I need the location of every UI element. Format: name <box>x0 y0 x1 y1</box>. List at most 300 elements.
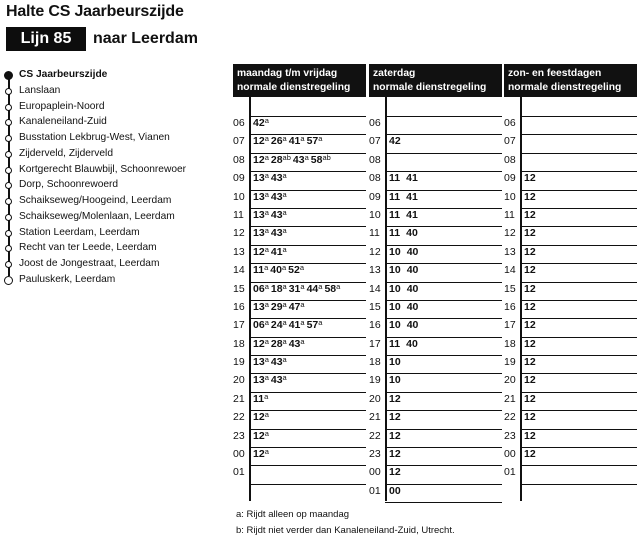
stop-dot-icon <box>5 230 12 237</box>
departure-minute: 43 <box>288 337 301 350</box>
column-schedule-label: normale dienstregeling <box>373 82 487 93</box>
departure-times <box>389 135 407 147</box>
hour-row <box>233 338 366 356</box>
footnote-marker: a <box>318 318 323 328</box>
departure-times <box>389 191 424 203</box>
hour-label: 07 <box>504 135 516 148</box>
stop-name: Schaikseweg/Hoogeind, Leerdam <box>19 195 172 206</box>
hour-label: 23 <box>233 429 245 442</box>
departure-times <box>524 264 542 276</box>
departure-minute: 06 <box>253 282 265 295</box>
hour-row <box>233 209 366 227</box>
hour-row <box>504 227 637 245</box>
hour-row <box>369 466 502 484</box>
departure-times <box>389 430 407 442</box>
stop-item <box>4 100 224 116</box>
footnote-marker: a <box>282 207 287 217</box>
hour-label: 22 <box>504 411 516 424</box>
stop-list <box>4 68 224 289</box>
footnote-marker: a <box>264 318 269 328</box>
column-day-label: zaterdag <box>373 68 416 79</box>
footnote-marker: a <box>300 134 305 144</box>
footnote-marker: a <box>282 171 287 181</box>
hour-row <box>369 191 502 209</box>
departure-times <box>253 356 289 368</box>
hour-label: 19 <box>504 356 516 369</box>
departure-minute: 40 <box>406 319 419 332</box>
departure-times <box>524 319 542 331</box>
hour-label: 13 <box>233 245 245 258</box>
hour-row <box>369 172 502 190</box>
departure-times <box>524 227 542 239</box>
stop-dot-icon <box>5 88 12 95</box>
hour-label: 18 <box>369 356 381 369</box>
hour-row <box>369 154 502 172</box>
departure-times <box>253 172 289 184</box>
hour-label: 13 <box>504 245 516 258</box>
departure-minute: 11 <box>389 337 401 350</box>
departure-minute: 12 <box>389 429 401 442</box>
stop-dot-icon <box>5 261 12 268</box>
departure-minute: 57 <box>306 135 319 148</box>
departure-minute: 40 <box>406 337 418 350</box>
hour-row <box>504 117 637 135</box>
departure-minute: 12 <box>389 466 401 479</box>
departure-minute: 10 <box>389 319 401 332</box>
departure-minute: 40 <box>406 227 418 240</box>
hour-row <box>504 356 637 374</box>
departure-times <box>524 209 542 221</box>
hour-row <box>504 319 637 337</box>
stop-item <box>4 273 224 289</box>
hour-row <box>233 191 366 209</box>
departure-times <box>389 172 424 184</box>
footnote-marker: a <box>264 428 269 438</box>
departure-minute: 11 <box>389 227 401 240</box>
hour-label: 20 <box>369 392 381 405</box>
departure-times <box>253 135 324 147</box>
stop-item <box>4 147 224 163</box>
departure-minute: 47 <box>288 300 301 313</box>
hour-label: 06 <box>504 117 516 129</box>
departure-minute: 13 <box>253 190 265 203</box>
footnote-marker: a <box>264 171 269 181</box>
hour-row <box>369 485 502 503</box>
hour-label: 08 <box>233 153 245 166</box>
hour-label: 01 <box>233 466 245 479</box>
departure-times <box>253 154 333 166</box>
hour-row <box>369 430 502 448</box>
stop-dot-icon <box>5 151 12 158</box>
departure-times <box>389 356 407 368</box>
departure-times <box>524 246 542 258</box>
footnote-marker: a <box>264 116 269 125</box>
hour-row <box>504 448 637 466</box>
departure-minute: 12 <box>524 264 536 277</box>
stop-dot-icon <box>5 119 12 126</box>
departure-minute: 31 <box>288 282 301 295</box>
departure-minute: 12 <box>253 411 265 424</box>
departure-minute: 12 <box>253 429 265 442</box>
departure-minute: 40 <box>406 245 419 258</box>
hour-row <box>233 319 366 337</box>
hour-label: 22 <box>233 411 245 424</box>
hour-label: 12 <box>369 245 381 258</box>
departure-minute: 12 <box>524 429 536 442</box>
hour-label: 07 <box>233 135 245 148</box>
departure-times <box>253 227 289 239</box>
departure-minute: 12 <box>253 135 265 148</box>
footnote-marker: a <box>264 226 269 236</box>
hour-row <box>233 172 366 190</box>
footnote-marker: a <box>304 152 309 162</box>
footnote-marker: a <box>282 336 287 346</box>
footnotes <box>236 507 455 539</box>
departure-minute: 18 <box>270 282 283 295</box>
departure-times <box>524 430 542 442</box>
departure-times <box>253 319 324 331</box>
departure-minute: 13 <box>253 300 265 313</box>
departure-minute: 13 <box>253 227 265 240</box>
departure-times <box>389 466 407 478</box>
departure-times <box>524 338 542 350</box>
departure-times <box>253 411 271 423</box>
departure-minute: 28 <box>270 337 283 350</box>
hour-row <box>504 246 637 264</box>
hour-row <box>369 135 502 153</box>
departure-minute: 12 <box>524 282 536 295</box>
departure-times <box>389 227 424 239</box>
footnote-marker: ab <box>322 152 331 162</box>
departure-times <box>389 393 407 405</box>
footnote-marker: a <box>264 410 269 420</box>
column-header <box>233 64 366 97</box>
footnote-marker: a <box>264 207 269 217</box>
departure-minute: 10 <box>389 374 401 387</box>
footnote-marker: a <box>264 152 269 162</box>
departure-minute: 12 <box>389 411 401 424</box>
footnote-marker: a <box>264 281 269 291</box>
stop-name: Recht van ter Leede, Leerdam <box>19 242 157 254</box>
hour-row <box>369 283 502 301</box>
hour-row <box>233 135 366 153</box>
departure-minute: 12 <box>524 245 536 258</box>
hour-label: 08 <box>369 153 381 166</box>
departure-minute: 13 <box>253 374 265 387</box>
hour-row <box>504 154 637 172</box>
departure-minute: 28 <box>270 153 283 166</box>
footnote-marker: a <box>282 318 287 328</box>
hour-row <box>504 264 637 282</box>
hour-row <box>369 448 502 466</box>
departure-minute: 06 <box>253 319 265 332</box>
departure-times <box>253 374 289 386</box>
hour-label: 09 <box>233 172 245 185</box>
hour-row <box>369 227 502 245</box>
departure-minute: 40 <box>270 264 282 277</box>
departure-times <box>389 374 407 386</box>
hour-row <box>369 374 502 392</box>
hour-row <box>369 301 502 319</box>
departure-times <box>524 393 542 405</box>
hour-row <box>369 209 502 227</box>
departure-minute: 12 <box>253 245 265 258</box>
stop-item <box>4 257 224 273</box>
departure-minute: 00 <box>389 484 401 497</box>
hour-label: 00 <box>233 448 245 461</box>
hour-row <box>233 301 366 319</box>
departure-minute: 57 <box>306 319 319 332</box>
hour-row <box>233 356 366 374</box>
hour-label: 08 <box>504 153 516 166</box>
hour-label: 14 <box>504 264 516 277</box>
footnote-marker: a <box>282 189 287 199</box>
departure-minute: 12 <box>524 190 536 203</box>
footnote-marker: a <box>282 226 287 236</box>
hour-row <box>369 117 502 135</box>
departure-times <box>389 448 407 460</box>
stop-dot-icon <box>5 214 12 221</box>
hour-label: 01 <box>504 466 516 479</box>
stop-name: Joost de Jongestraat, Leerdam <box>19 258 160 269</box>
departure-times <box>253 246 289 258</box>
hour-row <box>504 393 637 411</box>
timetable-column <box>504 64 637 485</box>
footnote-marker: a <box>299 263 304 273</box>
footnote-marker: a <box>264 336 269 346</box>
hour-label: 14 <box>233 264 245 277</box>
stop-name: Schaikseweg/Molenlaan, Leerdam <box>19 210 175 222</box>
hour-label: 19 <box>233 356 245 369</box>
hour-label: 11 <box>233 208 244 221</box>
timetable-column <box>369 64 502 503</box>
departure-minute: 12 <box>524 172 536 185</box>
stop-item <box>4 241 224 257</box>
stop-dot-icon <box>5 182 12 189</box>
stop-item <box>4 210 224 226</box>
hour-label: 09 <box>369 190 381 203</box>
departure-times <box>524 301 542 313</box>
footnote-marker: a <box>318 281 323 291</box>
hour-label: 16 <box>369 319 381 332</box>
hour-label: 23 <box>369 448 381 461</box>
hour-label: 17 <box>369 337 381 350</box>
hour-row <box>233 264 366 282</box>
hour-row <box>233 430 366 448</box>
departure-minute: 12 <box>524 411 536 424</box>
hour-row <box>233 246 366 264</box>
hour-label: 13 <box>369 264 381 277</box>
hour-row <box>233 154 366 172</box>
hour-row <box>504 135 637 153</box>
departure-times <box>524 356 542 368</box>
departure-minute: 42 <box>389 135 401 148</box>
departure-minute: 12 <box>389 448 401 461</box>
departure-times <box>253 191 289 203</box>
departure-minute: 43 <box>270 227 283 240</box>
departure-times <box>253 209 289 221</box>
hour-row <box>504 191 637 209</box>
hour-label: 06 <box>369 117 381 129</box>
stop-item <box>4 163 224 179</box>
stop-name: Zijderveld, Zijderveld <box>19 147 113 159</box>
hour-label: 20 <box>233 374 245 387</box>
footnote-marker: a <box>282 281 287 291</box>
departure-minute: 12 <box>524 227 536 240</box>
hour-row <box>369 393 502 411</box>
departure-minute: 12 <box>253 337 265 350</box>
departure-times <box>253 283 342 295</box>
departure-minute: 58 <box>310 153 323 166</box>
hour-row <box>233 374 366 392</box>
hour-row <box>504 338 637 356</box>
hour-row <box>369 319 502 337</box>
hour-row <box>369 246 502 264</box>
column-header <box>504 64 637 97</box>
departure-minute: 24 <box>270 319 283 332</box>
departure-times <box>253 301 307 313</box>
departure-minute: 11 <box>389 172 401 185</box>
stop-dot-icon <box>5 167 12 174</box>
departure-minute: 12 <box>253 153 265 166</box>
hour-row <box>233 411 366 429</box>
departure-minute: 52 <box>288 264 300 277</box>
departure-minute: 12 <box>524 300 536 313</box>
stop-name: Europaplein-Noord <box>19 100 105 112</box>
hour-row <box>233 117 366 135</box>
stop-item <box>4 84 224 100</box>
stop-name: CS Jaarbeurszijde <box>19 69 108 80</box>
footnote-marker: a <box>300 318 305 328</box>
stop-item <box>4 131 224 147</box>
stop-name: Lanslaan <box>19 84 61 96</box>
stop-name: Kortgerecht Blauwbijl, Schoonrewoer <box>19 163 187 175</box>
departure-minute: 10 <box>389 300 401 313</box>
departure-times <box>253 430 271 442</box>
departure-times <box>389 485 407 497</box>
departure-times <box>389 319 424 331</box>
departure-minute: 10 <box>389 282 401 295</box>
stop-name: Pauluskerk, Leerdam <box>19 273 116 285</box>
hour-row <box>233 466 366 484</box>
departure-minute: 42 <box>253 117 265 129</box>
footnote-marker: a <box>264 189 269 199</box>
departure-minute: 10 <box>389 356 401 369</box>
hour-label: 21 <box>233 392 245 405</box>
line-badge: Lijn 85 <box>6 27 86 51</box>
hour-label: 08 <box>369 172 381 185</box>
departure-minute: 40 <box>406 282 419 295</box>
departure-times <box>253 448 271 460</box>
departure-times <box>524 283 542 295</box>
footnote-marker: a <box>264 134 269 144</box>
departure-minute: 13 <box>253 208 265 221</box>
hour-label: 21 <box>369 411 381 424</box>
departure-times <box>389 338 424 350</box>
departure-minute: 13 <box>253 172 265 185</box>
departure-times <box>253 264 306 276</box>
hour-label: 15 <box>369 300 381 313</box>
departure-minute: 11 <box>253 392 265 405</box>
hour-row <box>504 466 637 484</box>
departure-minute: 41 <box>288 135 301 148</box>
hour-label: 06 <box>233 117 245 129</box>
departure-minute: 41 <box>406 172 418 185</box>
stop-name: Station Leerdam, Leerdam <box>19 226 140 238</box>
departure-minute: 12 <box>524 337 536 350</box>
departure-minute: 44 <box>306 282 319 295</box>
departure-minute: 11 <box>389 208 401 221</box>
footnote-marker: a <box>264 244 269 254</box>
departure-minute: 12 <box>524 208 536 221</box>
hour-label: 15 <box>233 282 245 295</box>
stop-dot-icon <box>5 104 12 111</box>
departure-minute: 12 <box>524 319 536 332</box>
departure-minute: 13 <box>253 356 265 369</box>
hour-label: 10 <box>233 190 245 203</box>
departure-minute: 40 <box>406 300 419 313</box>
footnote-marker: a <box>282 299 287 309</box>
footnote-marker: a <box>300 281 305 291</box>
departure-times <box>389 246 424 258</box>
departure-minute: 11 <box>253 264 265 277</box>
departure-times <box>253 117 271 129</box>
hour-label: 01 <box>369 484 381 497</box>
stop-dot-icon <box>4 71 13 80</box>
hour-label: 10 <box>369 208 381 221</box>
departure-minute: 11 <box>389 190 401 203</box>
footnote-marker: a <box>264 263 269 273</box>
departure-minute: 12 <box>389 392 401 405</box>
stop-item <box>4 68 224 84</box>
departure-minute: 12 <box>524 392 536 405</box>
stop-item <box>4 194 224 210</box>
departure-minute: 43 <box>270 172 283 185</box>
footnote-marker: a <box>282 355 287 365</box>
footnote-marker: ab <box>282 152 291 162</box>
footnote-marker: a <box>300 336 305 346</box>
hour-label: 20 <box>504 374 516 387</box>
departure-minute: 12 <box>524 356 536 369</box>
hour-row <box>369 264 502 282</box>
departure-times <box>524 172 542 184</box>
departure-minute: 10 <box>389 264 401 277</box>
column-schedule-label: normale dienstregeling <box>237 82 351 93</box>
footnote-marker: a <box>264 299 269 309</box>
departure-minute: 43 <box>270 374 283 387</box>
column-header <box>369 64 502 97</box>
stop-item <box>4 178 224 194</box>
stop-title: Halte CS Jaarbeurszijde <box>6 3 184 20</box>
hour-label: 15 <box>504 282 516 295</box>
hour-row <box>369 338 502 356</box>
hour-row <box>233 448 366 466</box>
stop-name: Kanaleneiland-Zuid <box>19 116 107 128</box>
departure-minute: 41 <box>288 319 301 332</box>
departure-times <box>389 301 424 313</box>
departure-minute: 10 <box>389 245 401 258</box>
destination-label: naar Leerdam <box>93 30 198 47</box>
departure-minute: 43 <box>292 153 305 166</box>
hour-row <box>233 283 366 301</box>
hour-row <box>504 411 637 429</box>
column-day-label: zon- en feestdagen <box>508 68 602 79</box>
hour-label: 12 <box>233 227 245 240</box>
stop-dot-icon <box>5 245 12 252</box>
hour-row <box>504 301 637 319</box>
departure-times <box>524 191 542 203</box>
timetable-column <box>233 64 366 485</box>
